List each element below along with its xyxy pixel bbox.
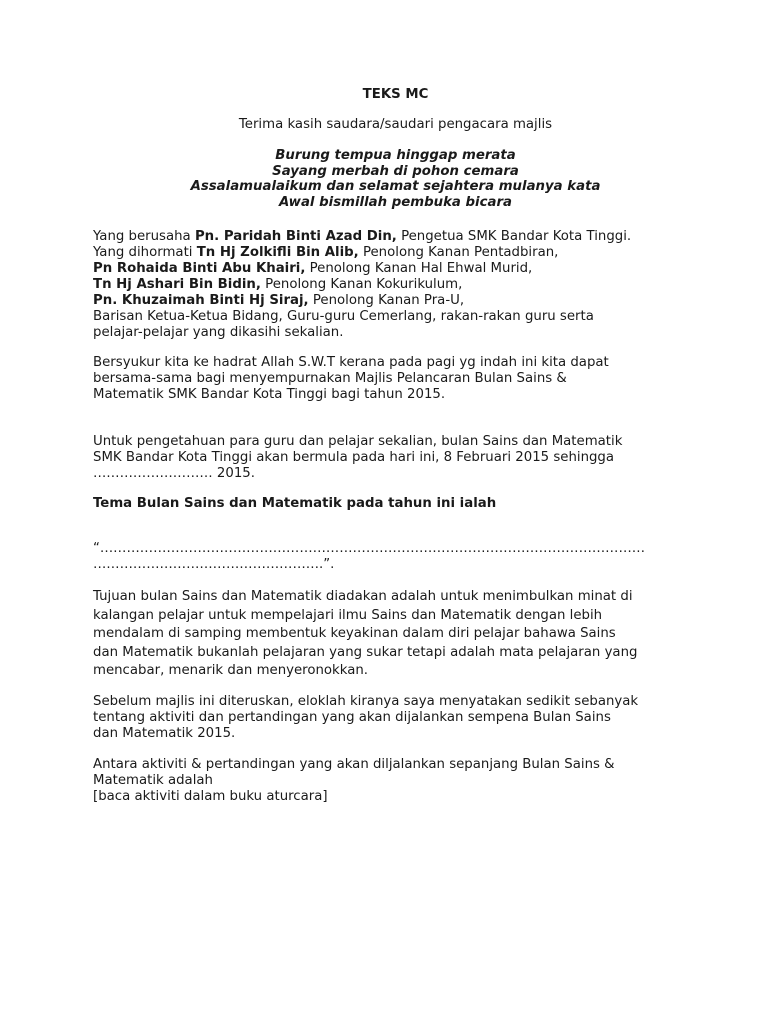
text-line: dan Matematik 2015. [93, 725, 236, 741]
text-line: SMK Bandar Kota Tinggi akan bermula pada hari ini, 8 Februari 2015 sehingga [93, 450, 615, 465]
vip-role: Pengetua SMK Bandar Kota Tinggi. [396, 229, 632, 244]
greeting-paragraph [93, 229, 698, 341]
text-line: Bersyukur kita ke hadrat Allah S.W.T kerana pada pagi yg indah ini kita dapat [93, 355, 609, 370]
vip-name: Pn. Khuzaimah Binti Hj Siraj, [93, 293, 309, 308]
pantun-verse [93, 148, 698, 210]
greeting-prefix: Yang berusaha [93, 229, 195, 244]
activities-paragraph [93, 757, 698, 805]
pantun-line: Sayang merbah di pohon cemara [272, 163, 519, 179]
page-title: TEKS MC [362, 87, 429, 102]
greeting-line [93, 277, 698, 293]
pantun-line: Awal bismillah pembuka bicara [278, 194, 512, 210]
text-line: bersama-sama bagi menyempurnakan Majlis Pelancaran Bulan Sains & [93, 371, 567, 386]
greeting-line: pelajar-pelajar yang dikasihi sekalian. [93, 325, 344, 340]
vip-role: Penolong Kanan Kokurikulum, [260, 277, 463, 292]
aim-paragraph [93, 588, 698, 681]
before-paragraph [93, 694, 698, 742]
vip-role: Penolong Kanan Hal Ehwal Murid, [305, 261, 533, 276]
text-line: Matematik adalah [93, 772, 213, 788]
text-line: Antara aktiviti & pertandingan yang akan diljalankan sepanjang Bulan Sains & [93, 756, 615, 772]
info-paragraph [93, 434, 698, 482]
greeting-line [93, 293, 698, 309]
text-line: Sebelum majlis ini diteruskan, eloklah kiranya saya menyatakan sedikit sebanyak [93, 693, 639, 709]
greeting-prefix: Yang dihormati [93, 245, 197, 260]
text-line: …………………………………………….”. [93, 557, 335, 572]
vip-name: Tn Hj Ashari Bin Bidin, [93, 277, 261, 292]
text-line: ……………………… 2015. [93, 466, 255, 481]
pantun-line: Assalamualaikum dan selamat sejahtera mulanya kata [190, 179, 601, 194]
vip-role: Penolong Kanan Pentadbiran, [358, 245, 559, 260]
text-line: mendalam di samping membentuk keyakinan dalam diri pelajar bahawa Sains [93, 626, 616, 641]
text-line: “…………………………………………………………………………………………………………… [93, 541, 646, 556]
vip-name: Pn. Paridah Binti Azad Din, [194, 229, 397, 244]
vip-role: Penolong Kanan Pra-U, [308, 293, 465, 308]
greeting-line [93, 229, 698, 245]
text-line: Untuk pengetahuan para guru dan pelajar sekalian, bulan Sains dan Matematik [93, 434, 623, 449]
text-line: Tujuan bulan Sains dan Matematik diadakan adalah untuk menimbulkan minat di [93, 589, 633, 604]
greeting-line [93, 261, 698, 277]
vip-name: Tn Hj Zolkifli Bin Alib, [196, 245, 359, 260]
theme-heading: Tema Bulan Sains dan Matematik pada tahun ini ialah [93, 496, 497, 511]
text-line: tentang aktiviti dan pertandingan yang akan dijalankan sempena Bulan Sains [93, 709, 611, 725]
greeting-line: Barisan Ketua-Ketua Bidang, Guru-guru Cemerlang, rakan-rakan guru serta [93, 309, 594, 324]
text-line: [baca aktiviti dalam buku aturcara] [93, 788, 328, 804]
theme-blank [93, 541, 698, 573]
text-line: kalangan pelajar untuk mempelajari ilmu Sains dan Matematik dengan lebih [93, 607, 603, 623]
pantun-line: Burung tempua hinggap merata [275, 148, 516, 163]
text-line: mencabar, menarik dan menyeronokkan. [93, 663, 369, 678]
thankful-paragraph [93, 355, 698, 403]
text-line: Matematik SMK Bandar Kota Tinggi bagi tahun 2015. [93, 387, 446, 402]
thanks-line: Terima kasih saudara/saudari pengacara majlis [238, 117, 553, 132]
text-line: dan Matematik bukanlah pelajaran yang sukar tetapi adalah mata pelajaran yang [93, 644, 638, 660]
vip-name: Pn Rohaida Binti Abu Khairi, [93, 261, 306, 276]
greeting-line [93, 245, 698, 261]
